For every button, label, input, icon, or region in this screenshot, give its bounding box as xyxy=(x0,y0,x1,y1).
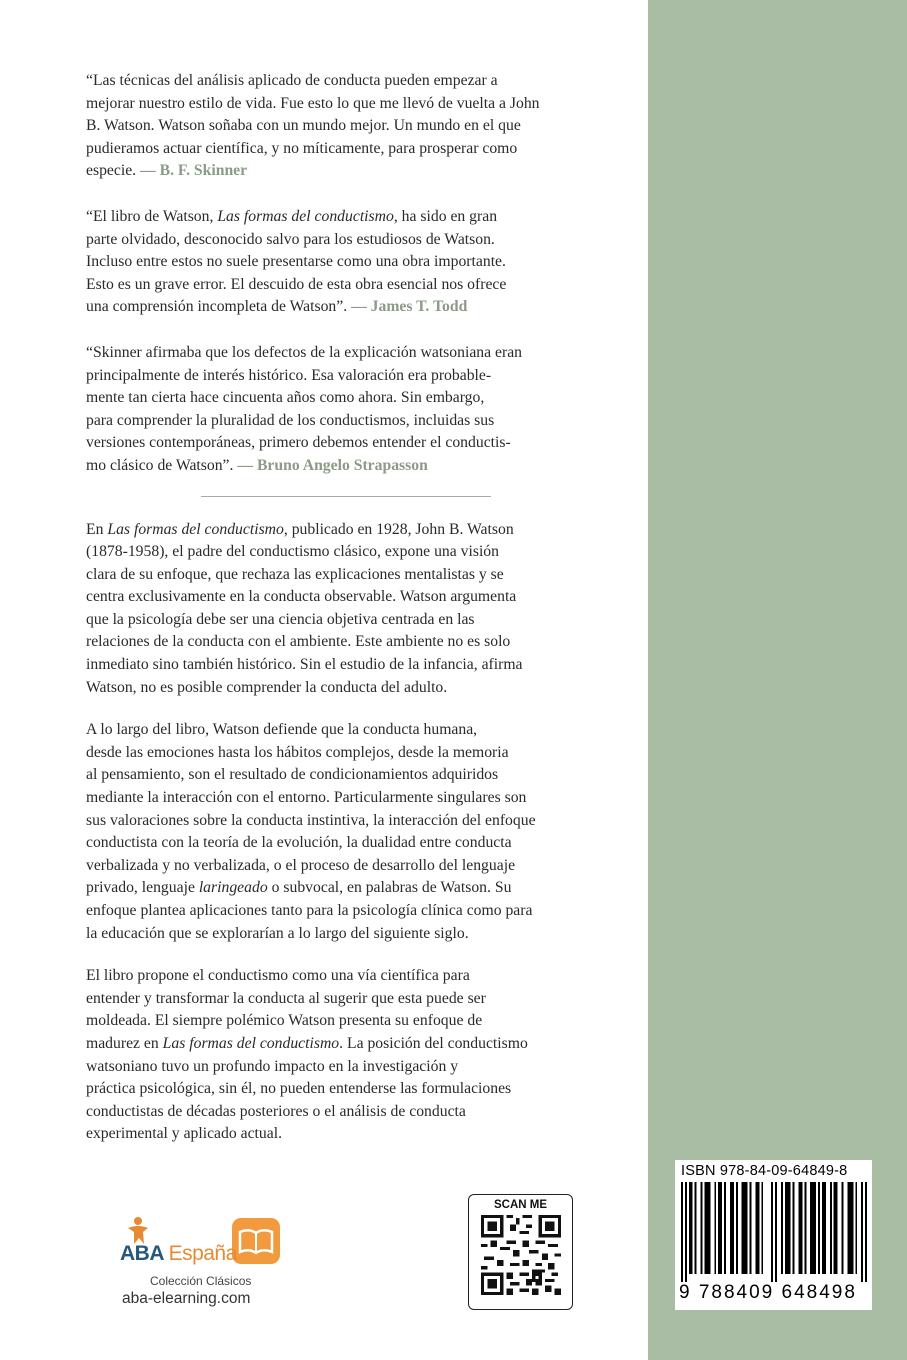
isbn-label: ISBN 978-84-09-64849-8 xyxy=(681,1163,848,1179)
barcode-icon xyxy=(681,1182,867,1282)
qr-label: SCAN ME xyxy=(493,1199,548,1211)
qr-code-icon[interactable] xyxy=(481,1215,561,1295)
body-paragraph-3: El libro propone el conductismo como una vía científica para entender y transformar la conducta al sugerir que esta puede ser moldeada. El siempre polémico Watson presenta su enfoque de madurez en Las formas del conductismo. La posición del conductismo watsoniano tuvo un profundo impacto en la investigación y práctica psicológica, sin él, no pueden entenderse las formulaciones conductistas de décadas posteriores o el análisis de conducta experimental y aplicado actual. xyxy=(86,967,528,1143)
qr-code-box[interactable] xyxy=(468,1194,573,1310)
book-icon xyxy=(232,1218,280,1264)
collection-name: Colección Clásicos xyxy=(150,1274,252,1288)
section-divider xyxy=(201,496,491,497)
aba-espana-logo xyxy=(120,1212,290,1312)
logo-wordmark: ABA España xyxy=(120,1242,237,1265)
spine-panel xyxy=(648,0,907,1360)
quote-skinner: “Las técnicas del análisis aplicado de conducta pueden empezar a mejorar nuestro estilo de vida. Fue esto lo que me llevó de vuelta a John B. Watson. Watson soñaba con un mundo mejor. Un mundo en el que pudieramos actuar científica, y no míticamente, para prosperar como especie. — B. F. Skinner xyxy=(86,72,540,180)
quote-strapasson: “Skinner afirmaba que los defectos de la explicación watsoniana eran principalmente de interés histórico. Esa valoración era probable- mente tan cierta hace cincuenta años como ahora. Sin embargo, para comprender la pluralidad de los conductismos, incluidas sus versiones contemporáneas, primero debemos entender el conductis- mo clásico de Watson”. — Bruno Angelo Strapasson xyxy=(86,343,523,474)
website-url: aba-elearning.com xyxy=(122,1290,251,1307)
quote-author: — James T. Todd xyxy=(351,298,468,316)
quote-author: — B. F. Skinner xyxy=(140,162,248,180)
quote-todd: “El libro de Watson, Las formas del conductismo, ha sido en gran parte olvidado, desconocido salvo para los estudiosos de Watson. Incluso entre estos no suele presentarse como una obra importante. Esto es un grave error. El descuido de esta obra esencial nos ofrece una comprensión incompleta de Watson”. — James T. Todd xyxy=(86,207,507,316)
quote-author: — Bruno Angelo Strapasson xyxy=(237,456,428,474)
back-cover-text xyxy=(86,70,592,1166)
body-paragraph-2: A lo largo del libro, Watson defiende que la conducta humana, desde las emociones hasta los hábitos complejos, desde la memoria al pensamiento, son el resultado de condicionamientos adquiridos mediante la interacción con el entorno. Particularmente singulares son sus valoraciones sobre la conducta instintiva, la interacción del enfoque conductista con la teoría de la evolución, la dualidad entre conducta verbalizada y no verbalizada, o el proceso de desarrollo del lenguaje privado, lenguaje laringeado o subvocal, en palabras de Watson. Su enfoque plantea aplicaciones tanto para la psicología clínica como para la educación que se explorarían a lo largo del siguiente siglo. xyxy=(86,721,536,942)
isbn-digits: 9 788409 648498 xyxy=(679,1282,857,1303)
isbn-barcode-box xyxy=(675,1160,872,1310)
body-paragraph-1: En Las formas del conductismo, publicado en 1928, John B. Watson (1878-1958), el padre del conductismo clásico, expone una visión clara de su enfoque, que rechaza las explicaciones mentalistas y se centra exclusivamente en la conducta observable. Watson argumenta que la psicología debe ser una ciencia objetiva centrada en las relaciones de la conducta con el ambiente. Este ambiente no es solo inmediato sino también histórico. Sin el estudio de la infancia, afirma Watson, no es posible comprender la conducta del adulto. xyxy=(86,520,523,696)
